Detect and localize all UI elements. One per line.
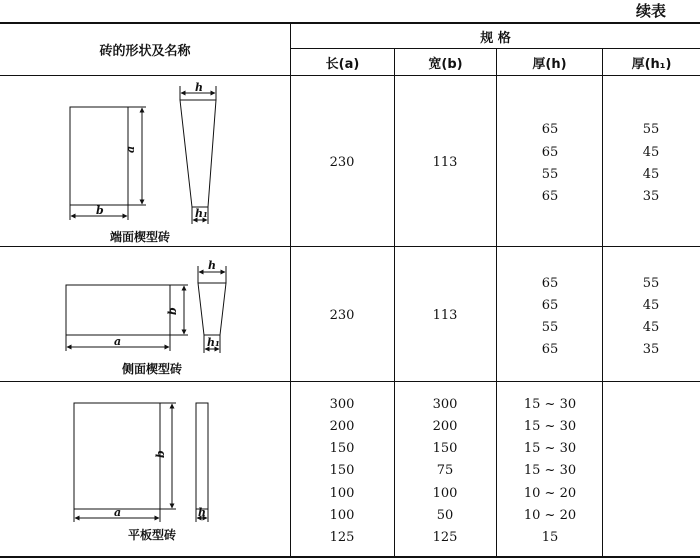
row2-h-2: 65 [541,298,559,313]
row1-h-1: 65 [541,122,559,137]
header-thick: 厚(h) [532,56,567,72]
row3-h-7: 15 [541,530,559,545]
row3-width-5: 100 [432,486,458,501]
row2-label-a: a [114,335,122,348]
row2-h-1: 65 [541,276,559,291]
header-width: 宽(b) [428,56,463,72]
row3-width-1: 300 [432,397,458,412]
row3-length-7: 125 [329,530,355,545]
row2-h-4: 65 [541,342,559,357]
row1-h-4: 65 [541,189,559,204]
row3-width-7: 125 [432,530,458,545]
row3-label-h: h [198,506,206,519]
row3-h-4: 15 ~ 30 [523,463,577,478]
header-length: 长(a) [325,56,360,72]
row2-brick-front [66,285,170,335]
row1-brick-front [70,107,128,205]
row1-h-3: 55 [541,167,559,182]
continued-label: 续表 [635,2,666,20]
row1-h1-2: 45 [642,145,660,160]
row2-brick-wedge [198,283,226,335]
row3-length-5: 100 [329,486,355,501]
row3-h-3: 15 ~ 30 [523,441,577,456]
row2-label-h1: h₁ [207,336,220,349]
row1-label-h: h [195,81,203,94]
row1-width: 113 [432,155,458,170]
row3-label-a: a [114,506,122,519]
row1-h-2: 65 [541,145,559,160]
row2-caption: 侧面楔型砖 [121,362,182,376]
row3-length-4: 150 [329,463,355,478]
header-spec: 规 格 [480,30,511,46]
row2-label-b: b [166,307,179,315]
header-thick1: 厚(h₁) [631,56,672,72]
row2-h-3: 55 [541,320,559,335]
row1-brick-wedge [180,100,216,207]
row1-h1-3: 45 [642,167,660,182]
row3-width-3: 150 [432,441,458,456]
row3-length-1: 300 [329,397,355,412]
row1-h1-1: 55 [642,122,660,137]
row1-caption: 端面楔型砖 [109,230,170,244]
row3-h-5: 10 ~ 20 [523,486,577,501]
row3-brick-side [196,403,208,509]
row3-width-4: 75 [436,463,454,478]
row3-length-2: 200 [329,419,355,434]
row2-h1-2: 45 [642,298,660,313]
row2-h1-3: 45 [642,320,660,335]
row2-h1-4: 35 [642,342,660,357]
row2-length: 230 [329,308,355,323]
row3-width-6: 50 [436,508,454,523]
row3-h-2: 15 ~ 30 [523,419,577,434]
row1-h1-4: 35 [642,189,660,204]
row1-length: 230 [329,155,355,170]
row3-caption: 平板型砖 [127,528,176,542]
row3-h-6: 10 ~ 20 [523,508,577,523]
row3-brick-front [74,403,160,509]
row2-width: 113 [432,308,458,323]
row2-h1-1: 55 [642,276,660,291]
row1-label-a: a [124,145,137,153]
row3-label-b: b [154,450,167,458]
row3-length-3: 150 [329,441,355,456]
row1-label-b: b [96,204,104,217]
row3-h-1: 15 ~ 30 [523,397,577,412]
header-shape-name: 砖的形状及名称 [99,44,191,59]
row3-width-2: 200 [432,419,458,434]
row3-length-6: 100 [329,508,355,523]
row2-label-h: h [208,259,216,272]
row1-label-h1: h₁ [195,207,208,220]
